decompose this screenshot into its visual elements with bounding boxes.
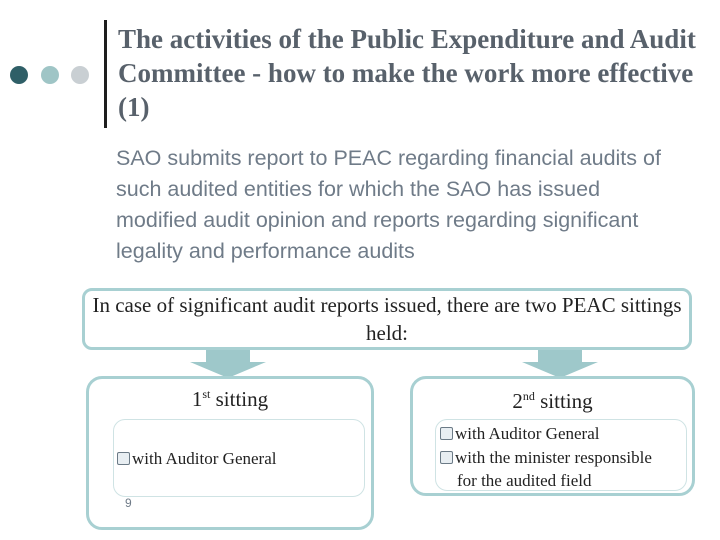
bullet-text: with Auditor General — [132, 449, 277, 468]
sitting-label: sitting — [215, 387, 269, 411]
second-sitting-box — [410, 376, 695, 496]
sitting-number: 2 — [512, 389, 523, 413]
sitting-number: 1 — [191, 387, 203, 411]
bullet-text: with Auditor General — [455, 424, 600, 443]
decorative-dot-grey — [71, 66, 89, 84]
sitting-suffix: nd — [522, 389, 535, 403]
second-sitting-title — [413, 389, 692, 414]
decorative-dot-teal — [41, 66, 59, 84]
list-item — [440, 447, 652, 469]
title-divider — [104, 20, 107, 128]
decorative-dot-dark — [10, 66, 28, 84]
sittings-summary-text: In case of significant audit reports issued, there are two PEAC sittings held: — [92, 293, 682, 345]
checkbox-bullet-icon — [440, 427, 453, 440]
page-number: 9 — [125, 496, 132, 510]
sittings-summary-box — [82, 288, 692, 350]
body-paragraph: SAO submits report to PEAC regarding financial audits of such audited entities for which the SAO has issued modified audit opinion and reports regarding significant legality and performance audits — [116, 146, 661, 263]
first-sitting-title — [89, 387, 371, 412]
list-item — [457, 470, 592, 492]
sitting-label: sitting — [540, 389, 593, 413]
bullet-text: with the minister responsible — [455, 448, 652, 467]
sitting-suffix: st — [202, 387, 211, 401]
list-item — [440, 423, 599, 445]
checkbox-bullet-icon — [440, 451, 453, 464]
bullet-text: for the audited field — [457, 471, 592, 490]
slide-title: The activities of the Public Expenditure and Audit Committee - how to make the work more effective (1) — [118, 24, 696, 122]
list-item — [117, 448, 276, 470]
checkbox-bullet-icon — [117, 452, 130, 465]
